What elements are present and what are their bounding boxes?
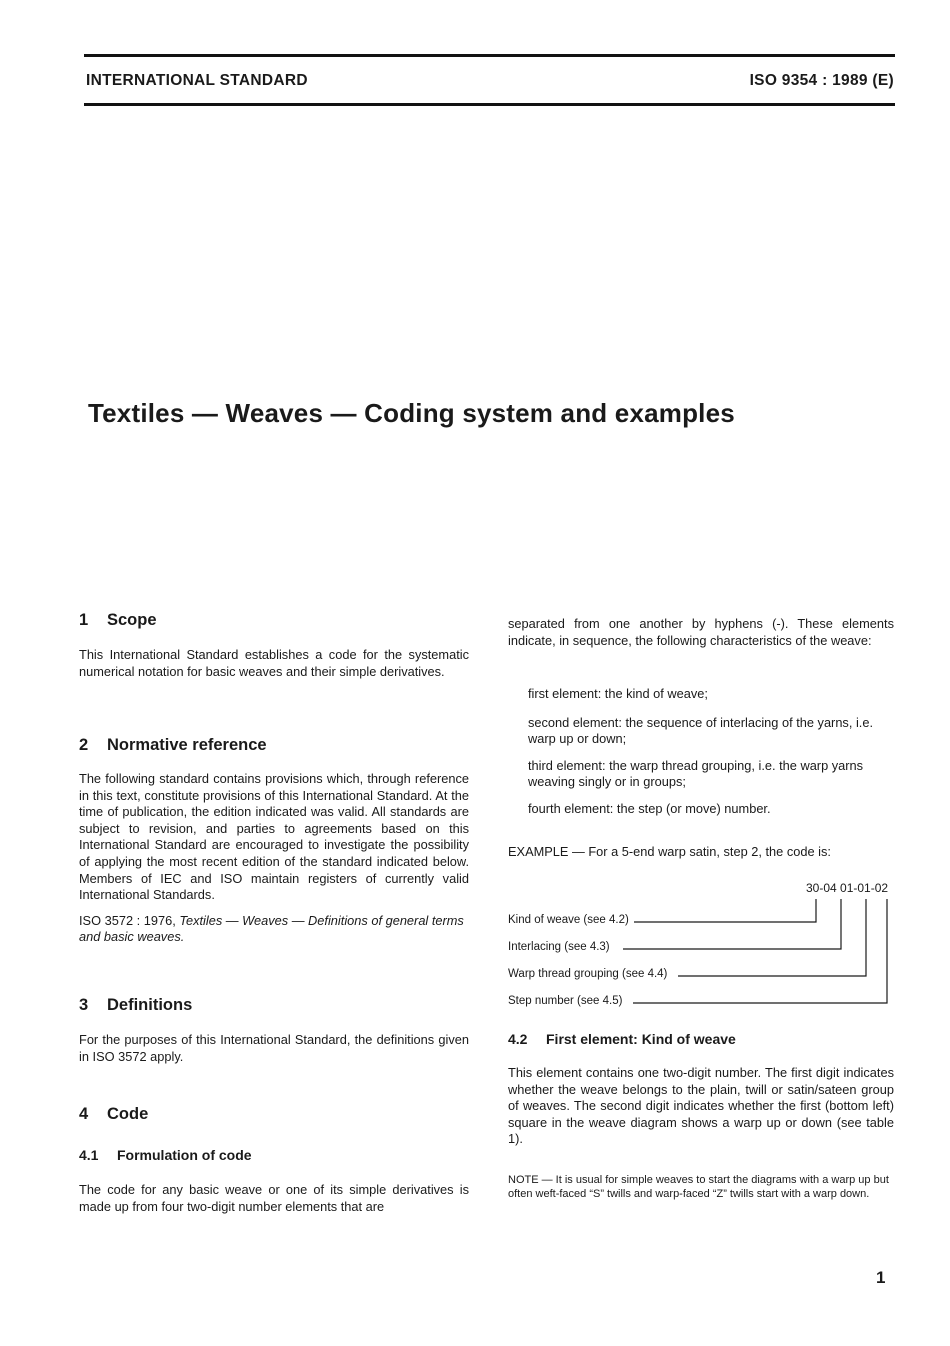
definitions-paragraph: For the purposes of this International Standard, the definitions given in ISO 3572 apply. xyxy=(79,1032,469,1064)
note-text: NOTE — It is usual for simple weaves to start the diagrams with a warp up but often weft-faced “S” twills and warp-faced “Z” twills start with a warp down. xyxy=(508,1174,889,1200)
reference-number: ISO 3572 : 1976, xyxy=(79,912,180,928)
connector-interlacing xyxy=(623,899,841,949)
diagram-label-kind: Kind of weave (see 4.2) xyxy=(508,914,629,926)
element-item: third element: the warp thread grouping, i.e. the warp yarns weaving singly or in groups; xyxy=(528,757,864,790)
subsection-4-2-heading xyxy=(508,1031,736,1047)
diagram-label-step: Step number (see 4.5) xyxy=(508,995,623,1007)
connector-kind xyxy=(634,899,816,922)
example-text: EXAMPLE — For a 5-end warp satin, step 2, the code is: xyxy=(508,844,831,859)
connector-step xyxy=(633,899,887,1003)
section-title: Scope xyxy=(107,611,157,629)
subsection-number: 4.1 xyxy=(79,1147,99,1163)
element-item: fourth element: the step (or move) number. xyxy=(528,800,771,816)
section-number: 3 xyxy=(79,996,89,1014)
element-item: second element: the sequence of interlacing of the yarns, i.e. warp up or down; xyxy=(528,714,874,747)
normative-paragraph: The following standard contains provisions which, through reference in this text, constitute provisions of this International Standard. At the time of publication, the edition indicated was valid. All standards are subject to revision, and parties to agreements based on this International Standard are encouraged to investigate the possibility of applying the most recent edition of the standard indicated below. Members of IEC and ISO maintain registers of currently valid International Standards. xyxy=(79,771,469,903)
header-document-type: INTERNATIONAL STANDARD xyxy=(86,72,308,89)
section-title: Code xyxy=(107,1105,149,1123)
element-item: first element: the kind of weave; xyxy=(528,686,708,701)
first-element-paragraph: This element contains one two-digit number. The first digit indicates whether the weave belongs to the plain, twill or satin/sateen group of weaves. The second digit indicates whether the first (bottom left) square in the weave diagram shows a warp up or down (see table 1). xyxy=(508,1065,894,1147)
section-number: 2 xyxy=(79,736,89,754)
subsection-title: Formulation of code xyxy=(117,1147,252,1163)
page-number: 1 xyxy=(876,1268,886,1287)
document-title: Textiles — Weaves — Coding system and examples xyxy=(88,398,735,428)
subsection-number: 4.2 xyxy=(508,1031,528,1047)
reference-title: Textiles — Weaves — Definitions of general terms and basic weaves. xyxy=(79,912,464,945)
section-number: 1 xyxy=(79,611,89,629)
continuation-paragraph: separated from one another by hyphens (-). These elements indicate, in sequence, the following characteristics of the weave: xyxy=(508,616,894,648)
first-element-body xyxy=(508,1065,894,1148)
diagram-label-grouping: Warp thread grouping (see 4.4) xyxy=(508,968,668,980)
scope-paragraph: This International Standard establishes a code for the systematic numerical notation for basic weaves and their simple derivatives. xyxy=(79,647,469,679)
section-title: Normative reference xyxy=(107,736,267,754)
diagram-code: 30-04 01-01-02 xyxy=(806,881,889,895)
diagram-label-interlacing: Interlacing (see 4.3) xyxy=(508,941,610,953)
connector-grouping xyxy=(678,899,866,976)
code-paragraph: The code for any basic weave or one of its simple derivatives is made up from four two-digit number elements that are xyxy=(79,1182,469,1214)
note-block xyxy=(508,1173,894,1201)
section-title: Definitions xyxy=(107,996,193,1014)
header-standard-number: ISO 9354 : 1989 (E) xyxy=(749,72,894,89)
subsection-title: First element: Kind of weave xyxy=(546,1031,736,1047)
section-number: 4 xyxy=(79,1105,89,1123)
